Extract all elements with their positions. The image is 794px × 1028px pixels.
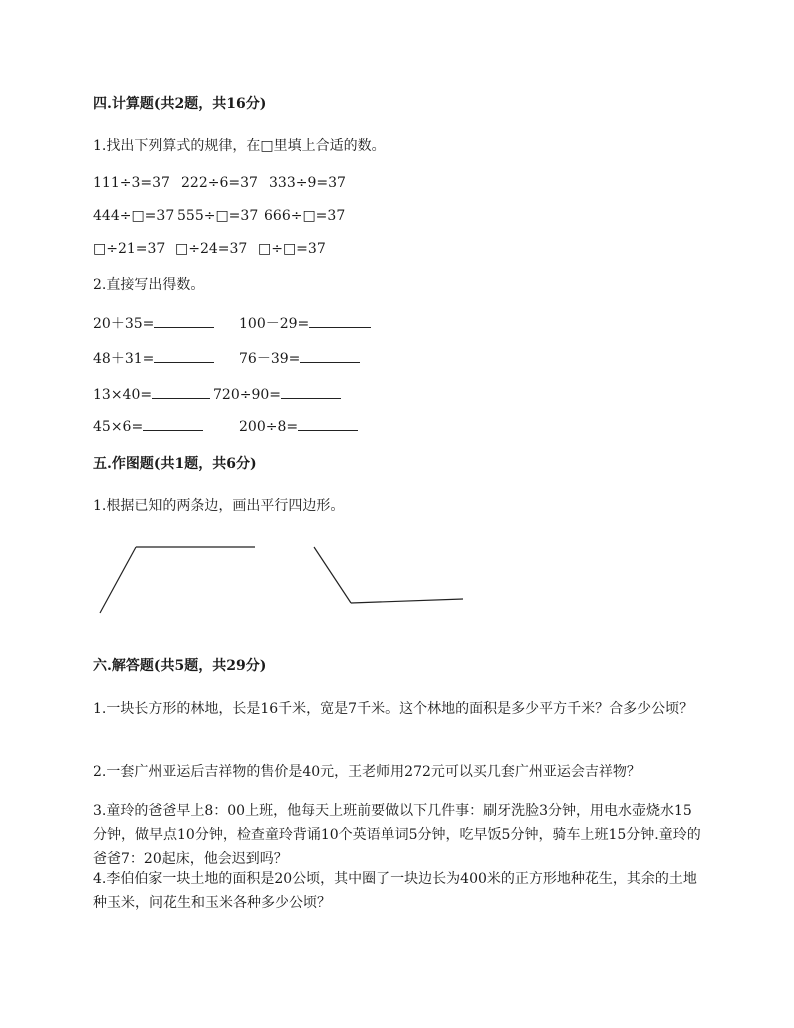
question-4-2-prompt: 2.直接写出得数。 xyxy=(93,277,205,293)
given-sides-right xyxy=(314,547,463,603)
equation: 111÷3=37 xyxy=(93,175,170,191)
section-5-heading: 五.作图题(共1题，共6分) xyxy=(93,456,257,472)
question-5-1-prompt: 1.根据已知的两条边，画出平行四边形。 xyxy=(93,498,345,514)
equation: 444÷□=37 xyxy=(93,208,175,224)
equation: □÷21=37 xyxy=(93,241,166,257)
question-4-1-prompt: 1.找出下列算式的规律，在□里填上合适的数。 xyxy=(93,138,386,154)
expression: 720÷90= xyxy=(213,387,281,403)
expression: 20＋35= xyxy=(93,316,155,332)
equation: 555÷□=37 xyxy=(177,208,259,224)
equation: □÷24=37 xyxy=(175,241,248,257)
question-6-1: 1.一块长方形的林地，长是16千米，宽是7千米。这个林地的面积是多少平方千米？合多少公顷？ xyxy=(93,701,694,717)
question-6-2: 2.一套广州亚运后吉祥物的售价是40元，王老师用272元可以买几套广州亚运会吉祥物？ xyxy=(93,764,641,780)
equation: 333÷9=37 xyxy=(269,175,346,191)
section-4-heading: 四.计算题(共2题，共16分) xyxy=(93,96,267,112)
expression: 100－29= xyxy=(239,316,310,332)
section-6-heading: 六.解答题(共5题，共29分) xyxy=(93,658,267,674)
expression: 13×40= xyxy=(93,387,153,403)
equation: 666÷□=37 xyxy=(264,208,346,224)
expression: 200÷8= xyxy=(239,419,299,435)
question-6-3: 3.童玲的爸爸早上8：00上班，他每天上班前要做以下几件事：刷牙洗脸3分钟，用电水壶烧水15分钟，做早点10分钟，检查童玲背诵10个英语单词5分钟，吃早饭5分钟，骑车上班15分钟.童玲的爸爸7：20起床，他会迟到吗？ xyxy=(93,803,701,867)
equation: □÷□=37 xyxy=(258,241,326,257)
question-6-4: 4.李伯伯家一块土地的面积是20公顷，其中圈了一块边长为400米的正方形地种花生，其余的土地种玉米，问花生和玉米各种多少公顷？ xyxy=(93,871,697,911)
expression: 48＋31= xyxy=(93,351,155,367)
expression: 76－39= xyxy=(239,351,301,367)
equation: 222÷6=37 xyxy=(181,175,258,191)
expression: 45×6= xyxy=(93,419,144,435)
given-sides-left xyxy=(100,547,255,613)
